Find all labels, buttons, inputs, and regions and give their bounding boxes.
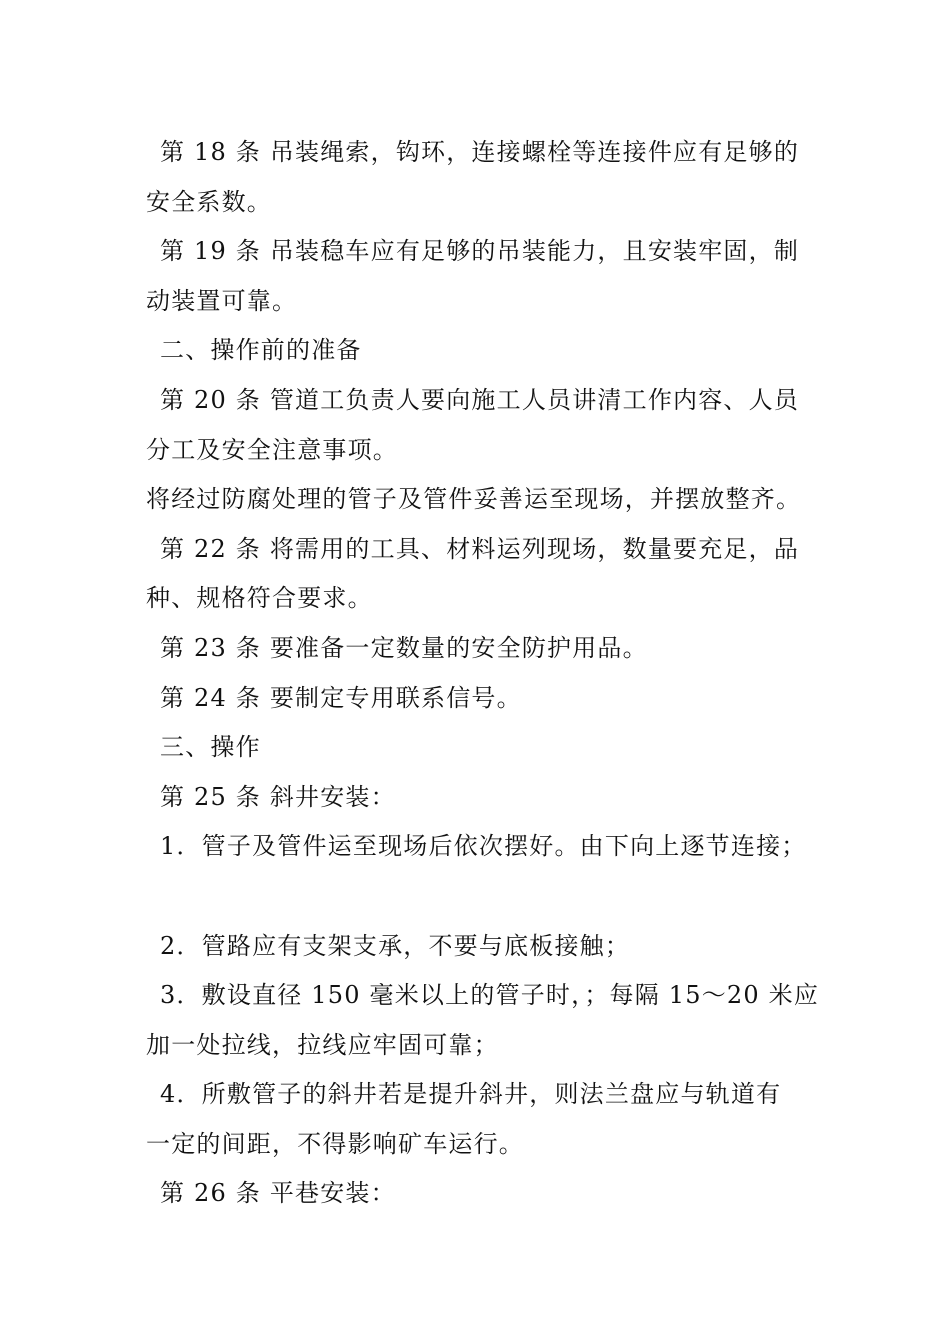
article-26-heading: 第 26 条 平巷安装： [160, 1179, 396, 1208]
article-25-heading: 第 25 条 斜井安装： [160, 782, 396, 811]
article-19-line-1: 第 19 条 吊装稳车应有足够的吊装能力，且安装牢固，制 [160, 237, 800, 266]
article-25-item-3-line-2: 加一处拉线，拉线应牢固可靠； [146, 1030, 499, 1059]
article-25-item-1: 1．管子及管件运至现场后依次摆好。由下向上逐节连接； [160, 832, 807, 861]
document-body [146, 128, 826, 1219]
article-22-line-2: 种、规格符合要求。 [146, 584, 373, 613]
article-24-line: 第 24 条 要制定专用联系信号。 [160, 683, 522, 712]
article-18-line-2: 安全系数。 [146, 187, 272, 216]
article-25-item-4-line-2: 一定的间距，不得影响矿车运行。 [146, 1129, 524, 1158]
section-heading-preparation: 二、操作前的准备 [160, 336, 362, 365]
article-25-item-2: 2．管路应有支架支承，不要与底板接触； [160, 931, 631, 960]
article-23-line: 第 23 条 要准备一定数量的安全防护用品。 [160, 633, 648, 662]
article-20-line-2: 分工及安全注意事项。 [146, 435, 398, 464]
article-25-item-4-line-1: 4．所敷管子的斜井若是提升斜井，则法兰盘应与轨道有 [160, 1080, 782, 1109]
article-18-line-1: 第 18 条 吊装绳索，钩环，连接螺栓等连接件应有足够的 [160, 138, 800, 166]
article-25-item-3-line-1: 3．敷设直径 150 毫米以上的管子时，；每隔 15～20 米应 [160, 981, 820, 1010]
section-heading-operation: 三、操作 [160, 733, 261, 762]
article-20-line-1: 第 20 条 管道工负责人要向施工人员讲清工作内容、人员 [160, 385, 800, 414]
blank-line [146, 872, 826, 922]
article-21-line: 将经过防腐处理的管子及管件妥善运至现场，并摆放整齐。 [146, 485, 802, 514]
article-19-line-2: 动装置可靠。 [146, 286, 298, 315]
article-22-line-1: 第 22 条 将需用的工具、材料运列现场，数量要充足，品 [160, 534, 800, 563]
